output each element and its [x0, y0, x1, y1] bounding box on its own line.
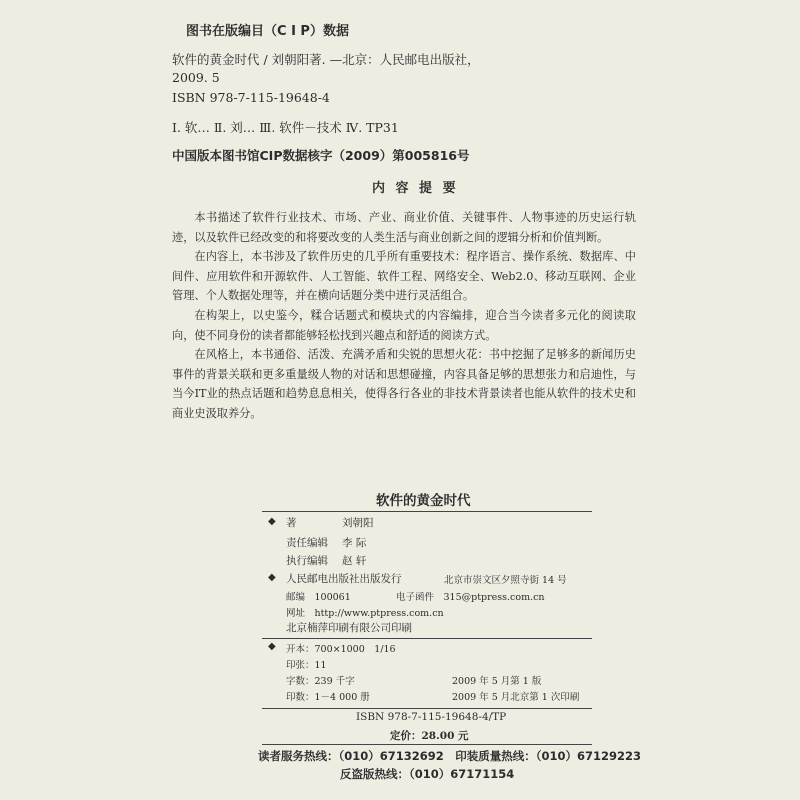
printed-sheets: 印张：11	[286, 660, 327, 671]
summary-paragraph-4: 在风格上，本书通俗、活泼、充满矛盾和尖锐的思想火花：书中挖掘了足够多的新闻历史事件的背景关联和更多重量级人物的对话和思想碰撞，内容具备足够的思想张力和启迪性，与当今IT业的热点话题和趋势息息相关，使得各行各业的非技术背景读者也能从软件的技术史和商业史汲取养分。	[172, 348, 636, 420]
editor-label: 责任编辑	[286, 537, 328, 549]
format: 开本：700×1000 1/16	[286, 644, 396, 655]
diamond-bullet-icon: ◆	[268, 641, 276, 652]
divider	[262, 638, 592, 639]
divider	[262, 744, 592, 745]
edition: 2009 年 5 月第 1 版	[452, 676, 542, 687]
exec-editor-label: 执行编辑	[286, 555, 328, 567]
word-count: 字数：239 千字	[286, 676, 355, 687]
cip-classification: Ⅰ. 软… Ⅱ. 刘… Ⅲ. 软件－技术 Ⅳ. TP31	[172, 120, 399, 135]
cip-line-2: 2009. 5	[172, 70, 220, 85]
diamond-bullet-icon: ◆	[268, 516, 276, 527]
divider	[262, 511, 592, 512]
printer: 北京楠萍印刷有限公司印刷	[286, 622, 412, 634]
summary-paragraph-1: 本书描述了软件行业技术、市场、产业、商业价值、关键事件、人物事迹的历史运行轨迹，以及软件已经改变的和将要改变的人类生活与商业创新之间的逻辑分析和价值判断。	[172, 211, 636, 244]
author-name: 刘朝阳	[342, 517, 374, 529]
author-label: 著	[286, 517, 297, 529]
exec-editor-name: 赵 轩	[342, 555, 367, 567]
piracy-hotline: 反盗版热线：（010）67171154	[340, 767, 515, 781]
print-run: 印数：1－4 000 册	[286, 692, 370, 703]
summary-paragraph-3: 在构架上，以史鉴今，糅合话题式和模块式的内容编排，迎合当今读者多元化的阅读取向，使不同身份的读者都能够轻松找到兴趣点和舒适的阅读方式。	[172, 309, 636, 342]
service-hotline: 读者服务热线：（010）67132692 印装质量热线：（010）67129223	[258, 749, 642, 763]
summary-paragraph-2: 在内容上，本书涉及了软件历史的几乎所有重要技术：程序语言、操作系统、数据库、中间件、应用软件和开源软件、人工智能、软件工程、网络安全、Web2.0、移动互联网、企业管理、个人数据处理等，并在横向话题分类中进行灵活组合。	[172, 250, 636, 302]
summary-heading: 内 容 提 要	[372, 181, 459, 196]
cip-title: 图书在版编目（C I P）数据	[186, 24, 349, 39]
cip-isbn: ISBN 978-7-115-19648-4	[172, 90, 330, 105]
imprint-book-title: 软件的黄金时代	[376, 493, 471, 509]
editor-name: 李 际	[342, 537, 367, 549]
cip-line-1: 软件的黄金时代 / 刘朝阳著. —北京：人民邮电出版社，	[172, 52, 480, 67]
price: 定价：28.00 元	[390, 730, 469, 742]
isbn-tp: ISBN 978-7-115-19648-4/TP	[356, 711, 507, 723]
cip-verify-number: 中国版本图书馆CIP数据核字（2009）第005816号	[172, 148, 470, 163]
website: 网址 http://www.ptpress.com.cn	[286, 608, 444, 619]
divider	[262, 708, 592, 709]
postcode: 邮编 100061	[286, 592, 351, 603]
printing: 2009 年 5 月北京第 1 次印刷	[452, 692, 580, 703]
publisher: 人民邮电出版社出版发行	[286, 573, 402, 585]
email: 电子函件 315@ptpress.com.cn	[396, 592, 545, 603]
publisher-address: 北京市崇文区夕照寺街 14 号	[444, 575, 567, 586]
diamond-bullet-icon: ◆	[268, 572, 276, 583]
